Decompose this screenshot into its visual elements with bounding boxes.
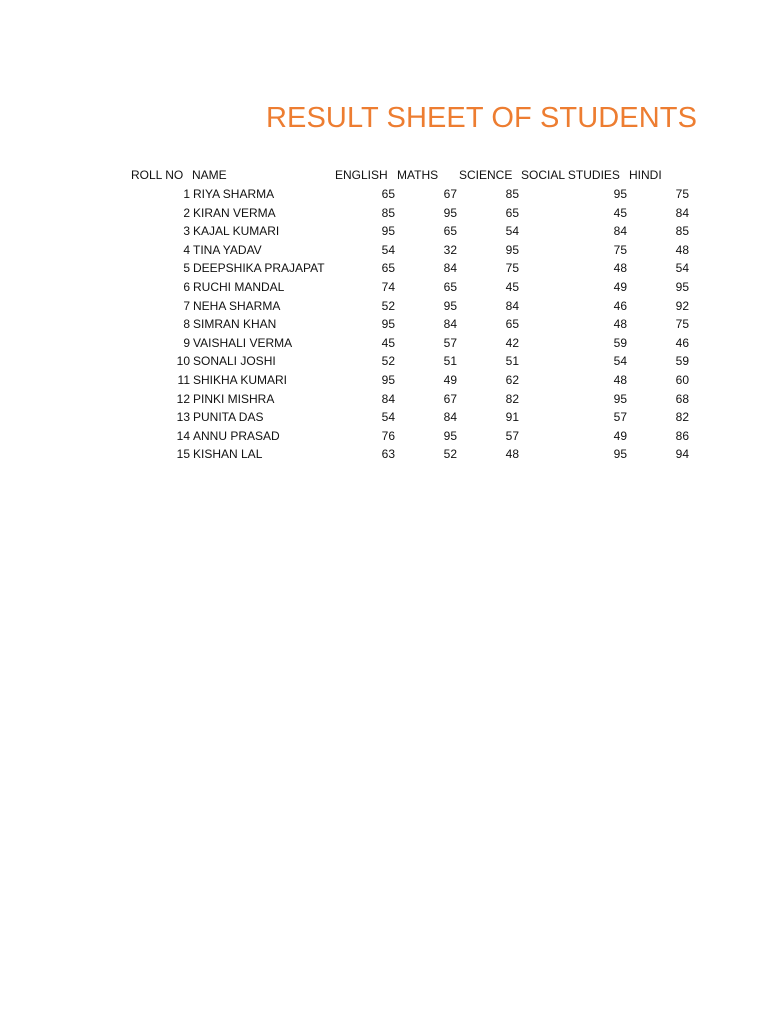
- science-score-cell: 54: [505, 224, 519, 239]
- science-score-cell: 62: [505, 373, 519, 387]
- science-score-cell: 51: [505, 354, 519, 369]
- english-score-cell: 74: [381, 280, 395, 294]
- science-score-cell: 42: [505, 335, 519, 350]
- hindi-score-cell: 85: [675, 224, 689, 239]
- science-score-cell: 48: [505, 447, 519, 462]
- social-studies-score-cell: 49: [613, 428, 627, 443]
- social-studies-score-cell: 75: [613, 242, 627, 257]
- english-score-cell: 84: [381, 391, 395, 406]
- student-name-cell: VAISHALI VERMA: [193, 335, 293, 350]
- roll-no-cell: 5: [183, 261, 190, 276]
- science-score-cell: 84: [505, 298, 519, 313]
- maths-score-cell: 32: [443, 242, 457, 257]
- hindi-score-cell: 48: [675, 242, 689, 257]
- science-score-cell: 45: [505, 280, 519, 294]
- roll-no-cell: 2: [183, 205, 190, 220]
- maths-score-cell: 57: [443, 335, 457, 350]
- hindi-score-cell: 95: [675, 280, 689, 294]
- roll-no-cell: 6: [183, 280, 190, 294]
- social-studies-score-cell: 46: [613, 298, 627, 313]
- roll-no-cell: 9: [183, 335, 190, 350]
- hindi-score-cell: 94: [675, 447, 689, 462]
- hindi-score-cell: 86: [675, 428, 689, 443]
- roll-no-cell: 7: [183, 298, 190, 313]
- maths-score-cell: 84: [443, 410, 457, 425]
- english-score-cell: 54: [381, 242, 395, 257]
- hindi-score-cell: 68: [675, 391, 689, 406]
- social-studies-score-cell: 48: [613, 261, 627, 276]
- header-hindi: HINDI: [629, 168, 662, 182]
- maths-score-cell: 84: [443, 317, 457, 332]
- english-score-cell: 54: [381, 410, 395, 425]
- header-maths: MATHS: [397, 168, 439, 182]
- header-social-studies: SOCIAL STUDIES: [521, 168, 620, 182]
- roll-no-cell: 15: [176, 447, 190, 462]
- student-name-cell: SIMRAN KHAN: [193, 317, 277, 332]
- student-name-cell: KISHAN LAL: [193, 447, 263, 462]
- roll-no-cell: 8: [183, 317, 190, 332]
- social-studies-score-cell: 59: [613, 335, 627, 350]
- hindi-score-cell: 84: [675, 205, 689, 220]
- student-name-cell: PUNITA DAS: [193, 410, 264, 425]
- science-score-cell: 82: [505, 391, 519, 406]
- page-title: RESULT SHEET OF STUDENTS: [266, 102, 698, 134]
- english-score-cell: 45: [381, 335, 395, 350]
- student-name-cell: DEEPSHIKA PRAJAPAT: [193, 261, 325, 276]
- student-name-cell: NEHA SHARMA: [193, 298, 281, 313]
- student-name-cell: RIYA SHARMA: [193, 187, 275, 201]
- header-name: NAME: [192, 168, 227, 182]
- social-studies-score-cell: 45: [613, 205, 627, 220]
- maths-score-cell: 49: [443, 373, 457, 387]
- maths-score-cell: 84: [443, 261, 457, 276]
- maths-score-cell: 51: [443, 354, 457, 369]
- roll-no-cell: 4: [183, 242, 190, 257]
- hindi-score-cell: 59: [675, 354, 689, 369]
- social-studies-score-cell: 54: [613, 354, 627, 369]
- science-score-cell: 75: [505, 261, 519, 276]
- science-score-cell: 91: [505, 410, 519, 425]
- science-score-cell: 65: [505, 317, 519, 332]
- hindi-score-cell: 46: [675, 335, 689, 350]
- student-name-cell: PINKI MISHRA: [193, 391, 275, 406]
- student-name-cell: RUCHI MANDAL: [193, 280, 285, 294]
- social-studies-score-cell: 84: [613, 224, 627, 239]
- roll-no-cell: 14: [176, 428, 190, 443]
- student-name-cell: SHIKHA KUMARI: [193, 373, 288, 387]
- student-name-cell: KAJAL KUMARI: [193, 224, 280, 239]
- roll-no-cell: 12: [176, 391, 190, 406]
- hindi-score-cell: 75: [675, 187, 689, 201]
- english-score-cell: 95: [381, 224, 395, 239]
- hindi-score-cell: 92: [675, 298, 689, 313]
- english-score-cell: 65: [381, 187, 395, 201]
- science-score-cell: 65: [505, 205, 519, 220]
- roll-no-cell: 13: [176, 410, 190, 425]
- science-score-cell: 85: [505, 187, 519, 201]
- roll-no-cell: 1: [183, 187, 190, 201]
- student-name-cell: TINA YADAV: [193, 242, 262, 257]
- english-score-cell: 65: [381, 261, 395, 276]
- hindi-score-cell: 75: [675, 317, 689, 332]
- maths-score-cell: 95: [443, 298, 457, 313]
- student-name-cell: ANNU PRASAD: [193, 428, 280, 443]
- maths-score-cell: 67: [443, 187, 457, 201]
- maths-score-cell: 95: [443, 205, 457, 220]
- roll-no-cell: 11: [177, 373, 190, 387]
- social-studies-score-cell: 95: [613, 447, 627, 462]
- social-studies-score-cell: 49: [613, 280, 627, 294]
- english-score-cell: 85: [381, 205, 395, 220]
- header-science: SCIENCE: [459, 168, 513, 182]
- hindi-score-cell: 82: [675, 410, 689, 425]
- roll-no-cell: 10: [176, 354, 190, 369]
- english-score-cell: 52: [381, 354, 395, 369]
- science-score-cell: 57: [505, 428, 519, 443]
- maths-score-cell: 67: [443, 391, 457, 406]
- english-score-cell: 76: [381, 428, 395, 443]
- social-studies-score-cell: 48: [613, 373, 627, 387]
- maths-score-cell: 95: [443, 428, 457, 443]
- english-score-cell: 63: [381, 447, 395, 462]
- header-roll-no: ROLL NO: [131, 168, 184, 182]
- english-score-cell: 95: [381, 317, 395, 332]
- maths-score-cell: 65: [443, 224, 457, 239]
- student-name-cell: SONALI JOSHI: [193, 354, 276, 369]
- hindi-score-cell: 54: [675, 261, 689, 276]
- maths-score-cell: 65: [443, 280, 457, 294]
- social-studies-score-cell: 57: [613, 410, 627, 425]
- social-studies-score-cell: 95: [613, 187, 627, 201]
- english-score-cell: 95: [381, 373, 395, 387]
- social-studies-score-cell: 48: [613, 317, 627, 332]
- maths-score-cell: 52: [443, 447, 457, 462]
- header-english: ENGLISH: [335, 168, 388, 182]
- hindi-score-cell: 60: [675, 373, 689, 387]
- science-score-cell: 95: [505, 242, 519, 257]
- english-score-cell: 52: [381, 298, 395, 313]
- roll-no-cell: 3: [183, 224, 190, 239]
- student-name-cell: KIRAN VERMA: [193, 205, 276, 220]
- social-studies-score-cell: 95: [613, 391, 627, 406]
